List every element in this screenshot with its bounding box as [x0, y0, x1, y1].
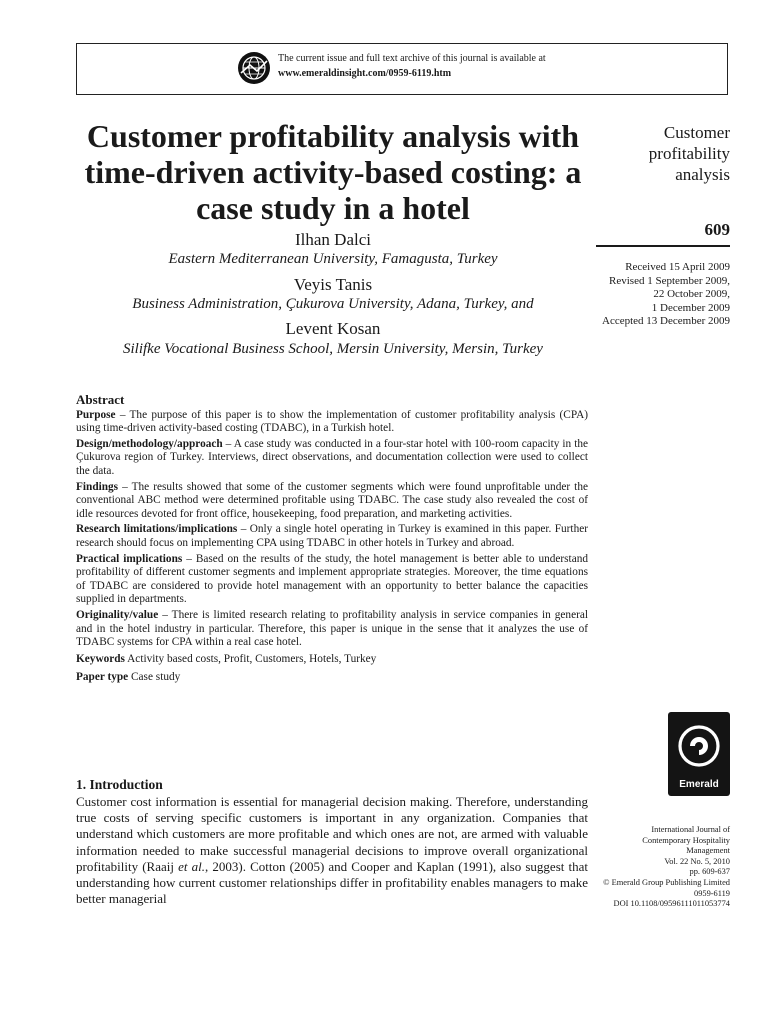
globe-icon [237, 51, 271, 85]
running-head: Customer profitability analysis [648, 123, 730, 184]
practical-label: Practical implications [76, 552, 183, 565]
history-line: 1 December 2009 [651, 301, 730, 314]
abstract-section [76, 393, 588, 687]
page-number: 609 [704, 220, 730, 239]
journal-info-line: © Emerald Group Publishing Limited [603, 877, 730, 887]
keywords-label: Keywords [76, 652, 125, 665]
author-affiliation: Eastern Mediterranean University, Famagusta, Turkey [168, 251, 498, 267]
abstract-heading: Abstract [76, 392, 125, 407]
history-line: Accepted 13 December 2009 [602, 315, 730, 327]
purpose-label: Purpose [76, 408, 116, 421]
introduction-heading: 1. Introduction [76, 777, 163, 792]
abstract-keywords [76, 653, 588, 667]
author-name: Ilhan Dalci [295, 230, 371, 249]
abstract-purpose [76, 409, 588, 436]
originality-label: Originality/value [76, 608, 159, 621]
abstract-design [76, 438, 588, 479]
author-name: Veyis Tanis [293, 275, 373, 294]
history-line: 22 October 2009, [653, 288, 730, 300]
journal-info-line: Vol. 22 No. 5, 2010 [664, 856, 730, 866]
intro-text-part: Customer cost information is essential for managerial decision making. Therefore, understanding true costs of serving specific customers is important in any organization. Companies that understand which customers are more profitable and which ones are not, are armed with valuable information needed to make successful managerial decisions to improve overall organizational profitability (Raaij [76, 794, 588, 874]
divider-rule [596, 245, 730, 247]
papertype-text: Case study [128, 671, 181, 684]
emerald-e-icon [668, 712, 730, 778]
keywords-text: Activity based costs, Profit, Customers, Hotels, Turkey [124, 652, 377, 665]
journal-info-line: 0959-6119 [694, 888, 730, 898]
author-name: Levent Kosan [285, 319, 381, 338]
journal-info-line: International Journal of [651, 825, 730, 834]
research-label: Research limitations/implications [76, 523, 238, 536]
history-line: Received 15 April 2009 [625, 261, 730, 273]
purpose-text: – The purpose of this paper is to show the implementation of customer profitability analysis (CPA) using time-driven activity-based costing (TDABC), in a Turkish hotel. [76, 408, 588, 435]
author-affiliation: Silifke Vocational Business School, Mersin University, Mersin, Turkey [123, 341, 543, 357]
findings-text: – The results showed that some of the customer segments which were found unprofitable under the conventional ABC method were determined profitable using TDABC. The case study also revealed the cost of idle resources devoted for front office, housekeeping, food preparation, and marketing activities. [76, 480, 588, 520]
intro-et-al: et al. [178, 858, 205, 874]
author-affiliation: Business Administration, Çukurova University, Adana, Turkey, and [132, 296, 534, 312]
availability-text: The current issue and full text archive of this journal is available at [278, 53, 546, 64]
journal-info [580, 825, 730, 910]
journal-info-line: DOI 10.1108/09596111011053774 [613, 899, 730, 909]
emerald-logo-label: Emerald [679, 779, 719, 790]
journal-info-line: pp. 609-637 [689, 867, 730, 877]
originality-text: – There is limited research relating to profitability analysis in service companies in general and in the hotel industry in particular. Therefore, this paper is unique in the sense that it analyzes the use of TDABC systems for CPA within a real case hotel. [76, 608, 588, 649]
abstract-originality [76, 609, 588, 650]
research-text: – Only a single hotel operating in Turkey is examined in this paper. Further research should focus on implementing CPA using TDABC in other hotels in Turkey and abroad. [76, 523, 588, 549]
design-label: Design/methodology/approach [76, 437, 223, 450]
abstract-practical [76, 553, 588, 607]
journal-availability-box [76, 43, 728, 95]
intro-text-part: , 2003). Cotton (2005) and Cooper and Kaplan (1991), also suggest that understanding how current customer relationships differ in profitability enables managers to make better managerial [76, 858, 588, 907]
history-line: Revised 1 September 2009, [609, 274, 730, 287]
design-text: – A case study was conducted in a four-star hotel with 100-room capacity in the Çukurova region of Turkey. Interviews, direct observations, and documentation collection were used to collect the data. [76, 437, 588, 477]
abstract-findings [76, 481, 588, 522]
introduction-text [76, 794, 588, 907]
paper-title: Customer profitability analysis with time-driven activity-based costing: a case study in a hotel [84, 118, 582, 226]
papertype-label: Paper type [76, 671, 129, 684]
abstract-paper-type [76, 671, 588, 685]
journal-url-link[interactable]: www.emeraldinsight.com/0959-6119.htm [278, 68, 452, 79]
submission-history [590, 261, 730, 329]
journal-info-line: Contemporary Hospitality [642, 835, 730, 845]
practical-text: – Based on the results of the study, the hotel management is better able to understand profitability of different customer segments and implement appropriate strategies. Moreover, the time equations of TDABC are considered to provide hotel management with an opportunity to better balance the capacities supplied in departments. [76, 552, 589, 606]
findings-label: Findings [76, 480, 119, 493]
abstract-research-limitations [76, 523, 588, 550]
journal-info-line: Management [686, 846, 730, 856]
